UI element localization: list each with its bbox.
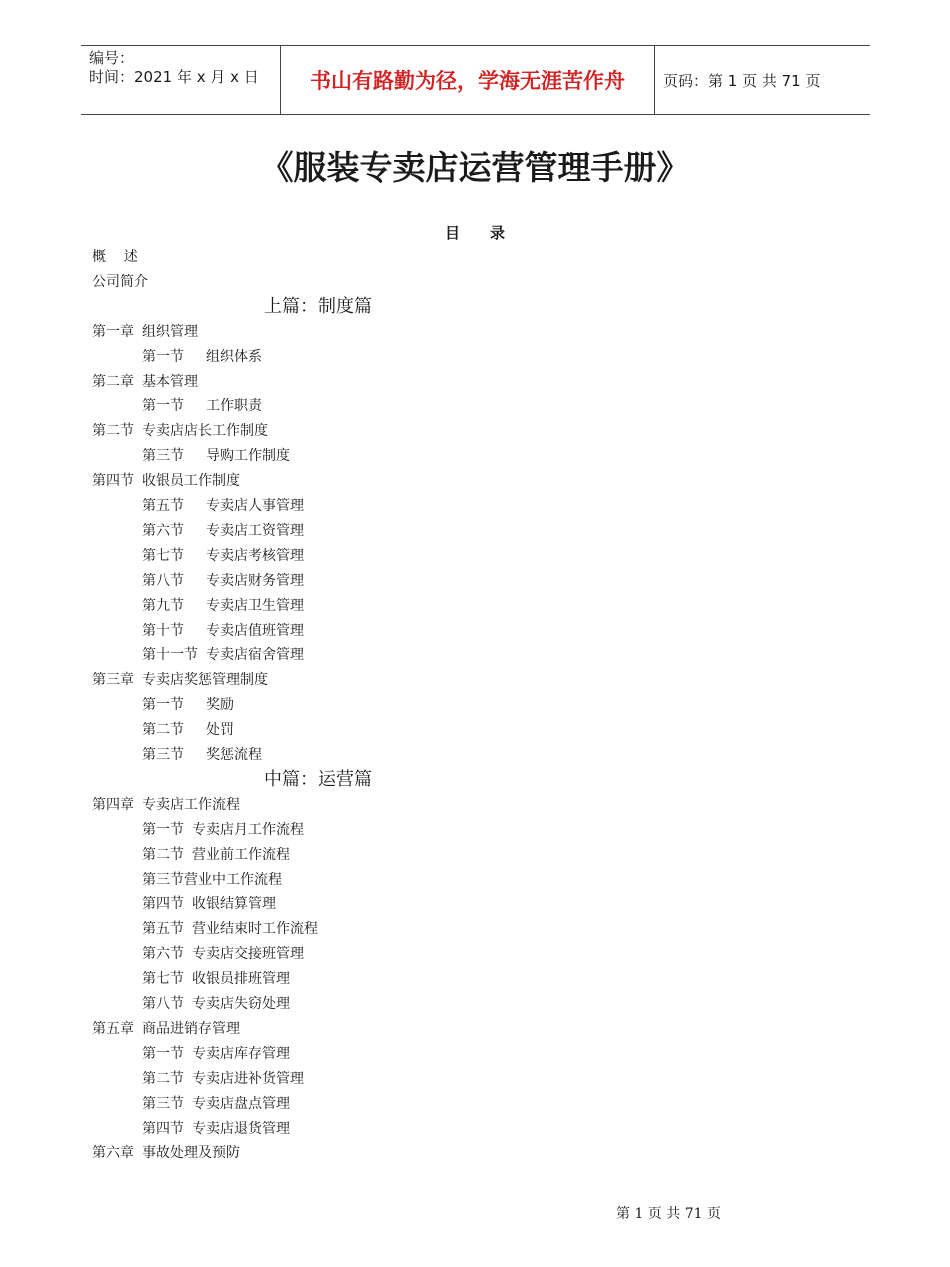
toc-chapter [92, 1019, 240, 1039]
toc-entry-number: 第四节 [92, 473, 134, 490]
toc-entry-number: 第十一节 [142, 647, 198, 664]
toc-entry-title: 奖惩流程 [206, 747, 262, 763]
toc-entry-title: 专卖店盘点管理 [192, 1095, 290, 1112]
toc-chapter [92, 471, 240, 491]
toc-entry-title: 收银员工作制度 [142, 473, 240, 490]
toc-section [142, 870, 282, 890]
toc-entry-number: 第三节 [142, 871, 184, 888]
toc-chapter [92, 1143, 240, 1163]
toc-entry-title: 专卖店人事管理 [206, 498, 304, 514]
toc-entry-title: 营业中工作流程 [184, 871, 282, 888]
toc-entry-title: 专卖店宿舍管理 [206, 647, 304, 664]
toc-entry-number: 第五章 [92, 1020, 134, 1037]
toc-section [142, 347, 262, 367]
header-motto: 书山有路勤为径，学海无涯苦作舟 [310, 69, 625, 93]
toc-entry-title: 专卖店进补货管理 [192, 1070, 304, 1087]
toc-section [142, 571, 304, 591]
toc-entry-title: 奖励 [206, 697, 234, 714]
toc-section [142, 1094, 290, 1114]
toc-entry-title: 组织体系 [206, 348, 262, 365]
toc-entry-number: 第四节 [142, 1120, 184, 1137]
document-title: 《服装专卖店运营管理手册》 [260, 148, 690, 187]
toc-part-heading: 上篇：制度篇 [264, 295, 372, 317]
toc-chapter [92, 372, 198, 392]
toc-entry-title: 事故处理及预防 [142, 1145, 240, 1162]
toc-entry-title: 基本管理 [142, 373, 198, 390]
toc-entry-number: 第八节 [142, 996, 184, 1012]
toc-entry-title: 专卖店失窃处理 [192, 996, 290, 1012]
toc-section [142, 720, 234, 740]
toc-entry-number: 第二节 [92, 423, 134, 440]
toc-entry-number: 第五节 [142, 921, 184, 938]
toc-entry-title: 专卖店值班管理 [206, 622, 304, 639]
toc-section [142, 1119, 290, 1139]
toc-entry-title: 营业结束时工作流程 [192, 921, 318, 938]
toc-entry-number: 第七节 [142, 547, 184, 564]
toc-section [142, 546, 304, 566]
toc-section [142, 1069, 304, 1089]
toc-entry: 公司简介 [92, 273, 148, 290]
toc-section [142, 994, 290, 1014]
toc-section [142, 621, 304, 641]
toc-entry-title: 专卖店店长工作制度 [142, 423, 268, 440]
toc-chapter [92, 670, 268, 690]
toc-entry-number: 第一章 [92, 323, 134, 340]
toc-section [142, 894, 276, 914]
toc-section [142, 745, 262, 765]
toc-entry-title: 营业前工作流程 [192, 846, 290, 863]
toc-entry: 概 述 [92, 249, 138, 265]
toc-entry-number: 第三节 [142, 448, 184, 465]
toc-entry-number: 第六节 [142, 522, 184, 539]
time-label: 时间：2021 年 x 月 x 日 [89, 68, 259, 86]
toc-section [142, 695, 234, 715]
toc-section [142, 521, 304, 541]
toc-section [142, 969, 290, 989]
toc-entry-number: 第一节 [142, 348, 184, 365]
toc-entry-title: 专卖店工作流程 [142, 796, 240, 813]
toc-entry-number: 第二节 [142, 1070, 184, 1087]
toc-entry-number: 第七节 [142, 971, 184, 988]
toc-section [142, 396, 262, 416]
toc-entry-title: 专卖店交接班管理 [192, 946, 304, 963]
toc-section [142, 1044, 290, 1064]
toc-entry-title: 专卖店工资管理 [206, 522, 304, 539]
toc-section [142, 496, 304, 516]
toc-section [142, 944, 304, 964]
toc-entry-number: 第六章 [92, 1145, 134, 1162]
page-footer: 第 1 页 共 71 页 [616, 1206, 721, 1222]
toc-entry-number: 第一节 [142, 398, 184, 415]
toc-entry-number: 第二节 [142, 846, 184, 863]
toc-entry-number: 第一节 [142, 821, 184, 838]
toc-entry-title: 导购工作制度 [206, 448, 290, 465]
toc-entry-number: 第六节 [142, 946, 184, 963]
toc-entry-title: 工作职责 [206, 398, 262, 415]
toc-entry-title: 专卖店奖惩管理制度 [142, 672, 268, 689]
toc-entry-number: 第四章 [92, 796, 134, 813]
toc-entry-number: 第一节 [142, 697, 184, 714]
toc-entry-title: 组织管理 [142, 323, 198, 340]
toc-heading-char-1: 目 [444, 224, 460, 242]
toc-entry-title: 专卖店月工作流程 [192, 821, 304, 838]
toc-entry-title: 商品进销存管理 [142, 1020, 240, 1037]
toc-entry-number: 第四节 [142, 896, 184, 913]
toc-section [142, 820, 304, 840]
toc-section [142, 446, 290, 466]
toc-entry-title: 专卖店考核管理 [206, 547, 304, 564]
toc-entry-title: 专卖店卫生管理 [206, 597, 304, 614]
toc-entry-number: 第十节 [142, 622, 184, 639]
toc-entry-number: 第三章 [92, 672, 134, 689]
toc-entry-number: 第三节 [142, 747, 184, 763]
toc-section [142, 645, 304, 665]
toc-entry-number: 第八节 [142, 572, 184, 589]
toc-section [142, 919, 318, 939]
toc-entry-number: 第一节 [142, 1045, 184, 1062]
toc-chapter [92, 421, 268, 441]
toc-entry-title: 专卖店财务管理 [206, 572, 304, 589]
toc-entry-number: 第五节 [142, 498, 184, 514]
toc-chapter [92, 322, 198, 342]
toc-entry-number: 第二章 [92, 373, 134, 390]
number-label: 编号： [89, 49, 135, 67]
toc-entry-title: 专卖店库存管理 [192, 1045, 290, 1062]
toc-chapter [92, 795, 240, 815]
toc-section [142, 845, 290, 865]
toc-entry-number: 第三节 [142, 1095, 184, 1112]
toc-entry-number: 第二节 [142, 722, 184, 739]
toc-part-heading: 中篇：运营篇 [264, 768, 372, 790]
toc-entry-title: 专卖店退货管理 [192, 1120, 290, 1137]
toc-entry-title: 收银员排班管理 [192, 971, 290, 988]
toc-heading-char-2: 录 [490, 224, 506, 242]
toc-entry-title: 处罚 [206, 722, 234, 739]
toc-entry-title: 收银结算管理 [192, 896, 276, 913]
toc-entry-number: 第九节 [142, 597, 184, 614]
toc-section [142, 596, 304, 616]
header-page-info: 页码：第 1 页 共 71 页 [663, 71, 821, 90]
